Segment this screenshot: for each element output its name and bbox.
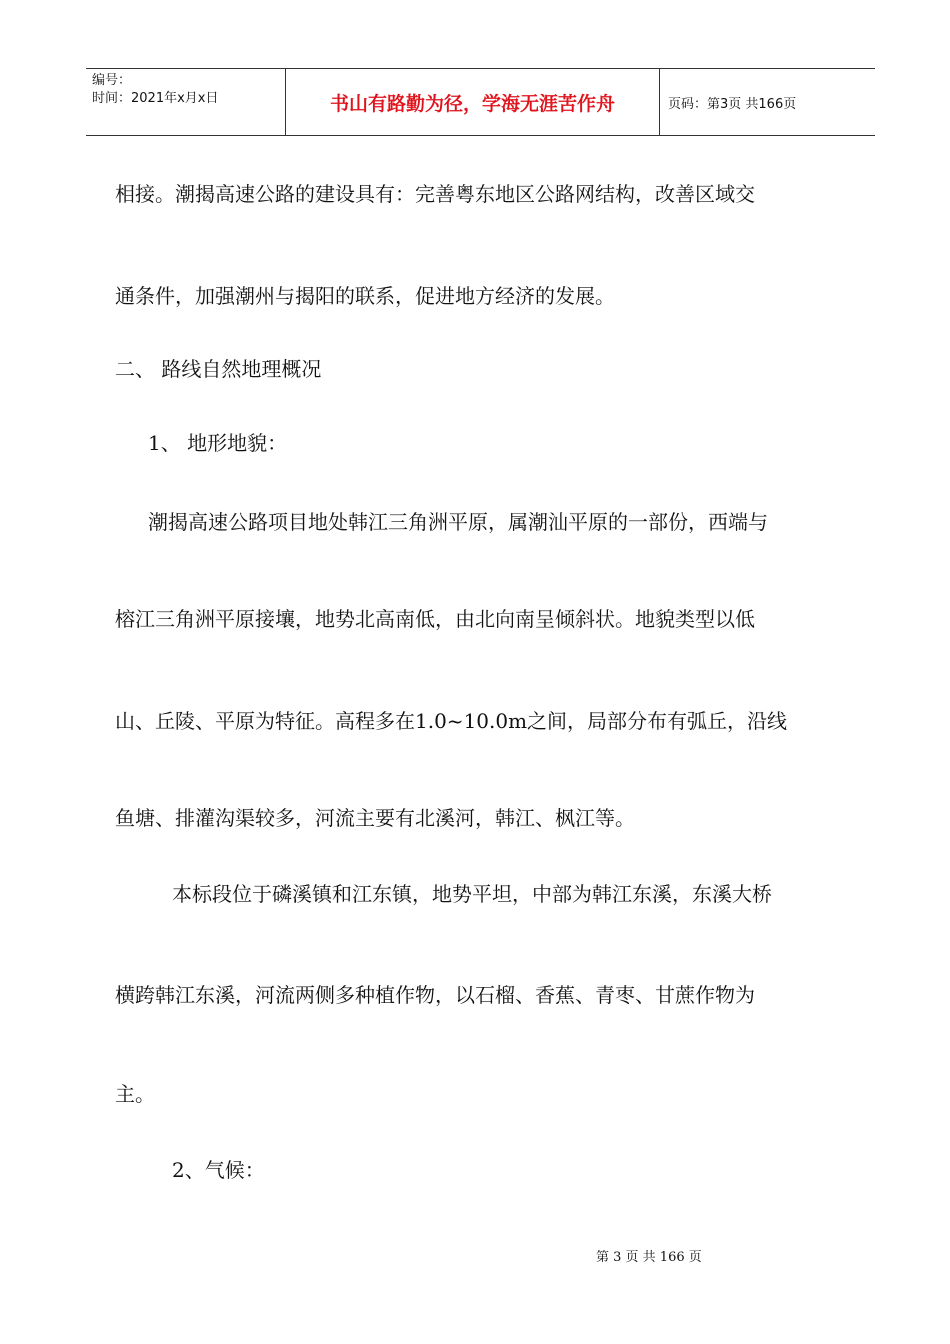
body-line: 榕江三角洲平原接壤，地势北高南低，由北向南呈倾斜状。地貌类型以低	[115, 607, 755, 631]
subsection-heading: 1、 地形地貌：	[148, 431, 288, 455]
page-footer: 第 3 页 共 166 页	[596, 1250, 702, 1265]
header-page-label: 页码：第3页 共166页	[668, 96, 797, 112]
page-header	[86, 68, 875, 136]
header-slogan: 书山有路勤为径，学海无涯苦作舟	[286, 69, 660, 135]
body-line: 山、丘陵、平原为特征。高程多在1.0~10.0m之间，局部分布有弧丘，沿线	[115, 709, 788, 733]
serial-label: 编号：	[92, 73, 132, 88]
body-line: 本标段位于磷溪镇和江东镇，地势平坦，中部为韩江东溪，东溪大桥	[172, 882, 772, 906]
subsection-heading: 2、气候：	[172, 1158, 265, 1182]
body-line: 鱼塘、排灌沟渠较多，河流主要有北溪河，韩江、枫江等。	[115, 806, 635, 830]
body-line: 相接。潮揭高速公路的建设具有：完善粤东地区公路网结构，改善区域交	[115, 182, 755, 206]
body-line: 主。	[115, 1082, 155, 1106]
body-line: 横跨韩江东溪，河流两侧多种植作物，以石榴、香蕉、青枣、甘蔗作物为	[115, 983, 755, 1007]
section-heading: 二、 路线自然地理概况	[115, 357, 322, 381]
body-line: 通条件，加强潮州与揭阳的联系，促进地方经济的发展。	[115, 284, 615, 308]
header-meta-cell	[86, 69, 286, 135]
body-line: 潮揭高速公路项目地处韩江三角洲平原，属潮汕平原的一部份，西端与	[148, 510, 768, 534]
time-label: 时间：2021年x月x日	[92, 91, 219, 106]
